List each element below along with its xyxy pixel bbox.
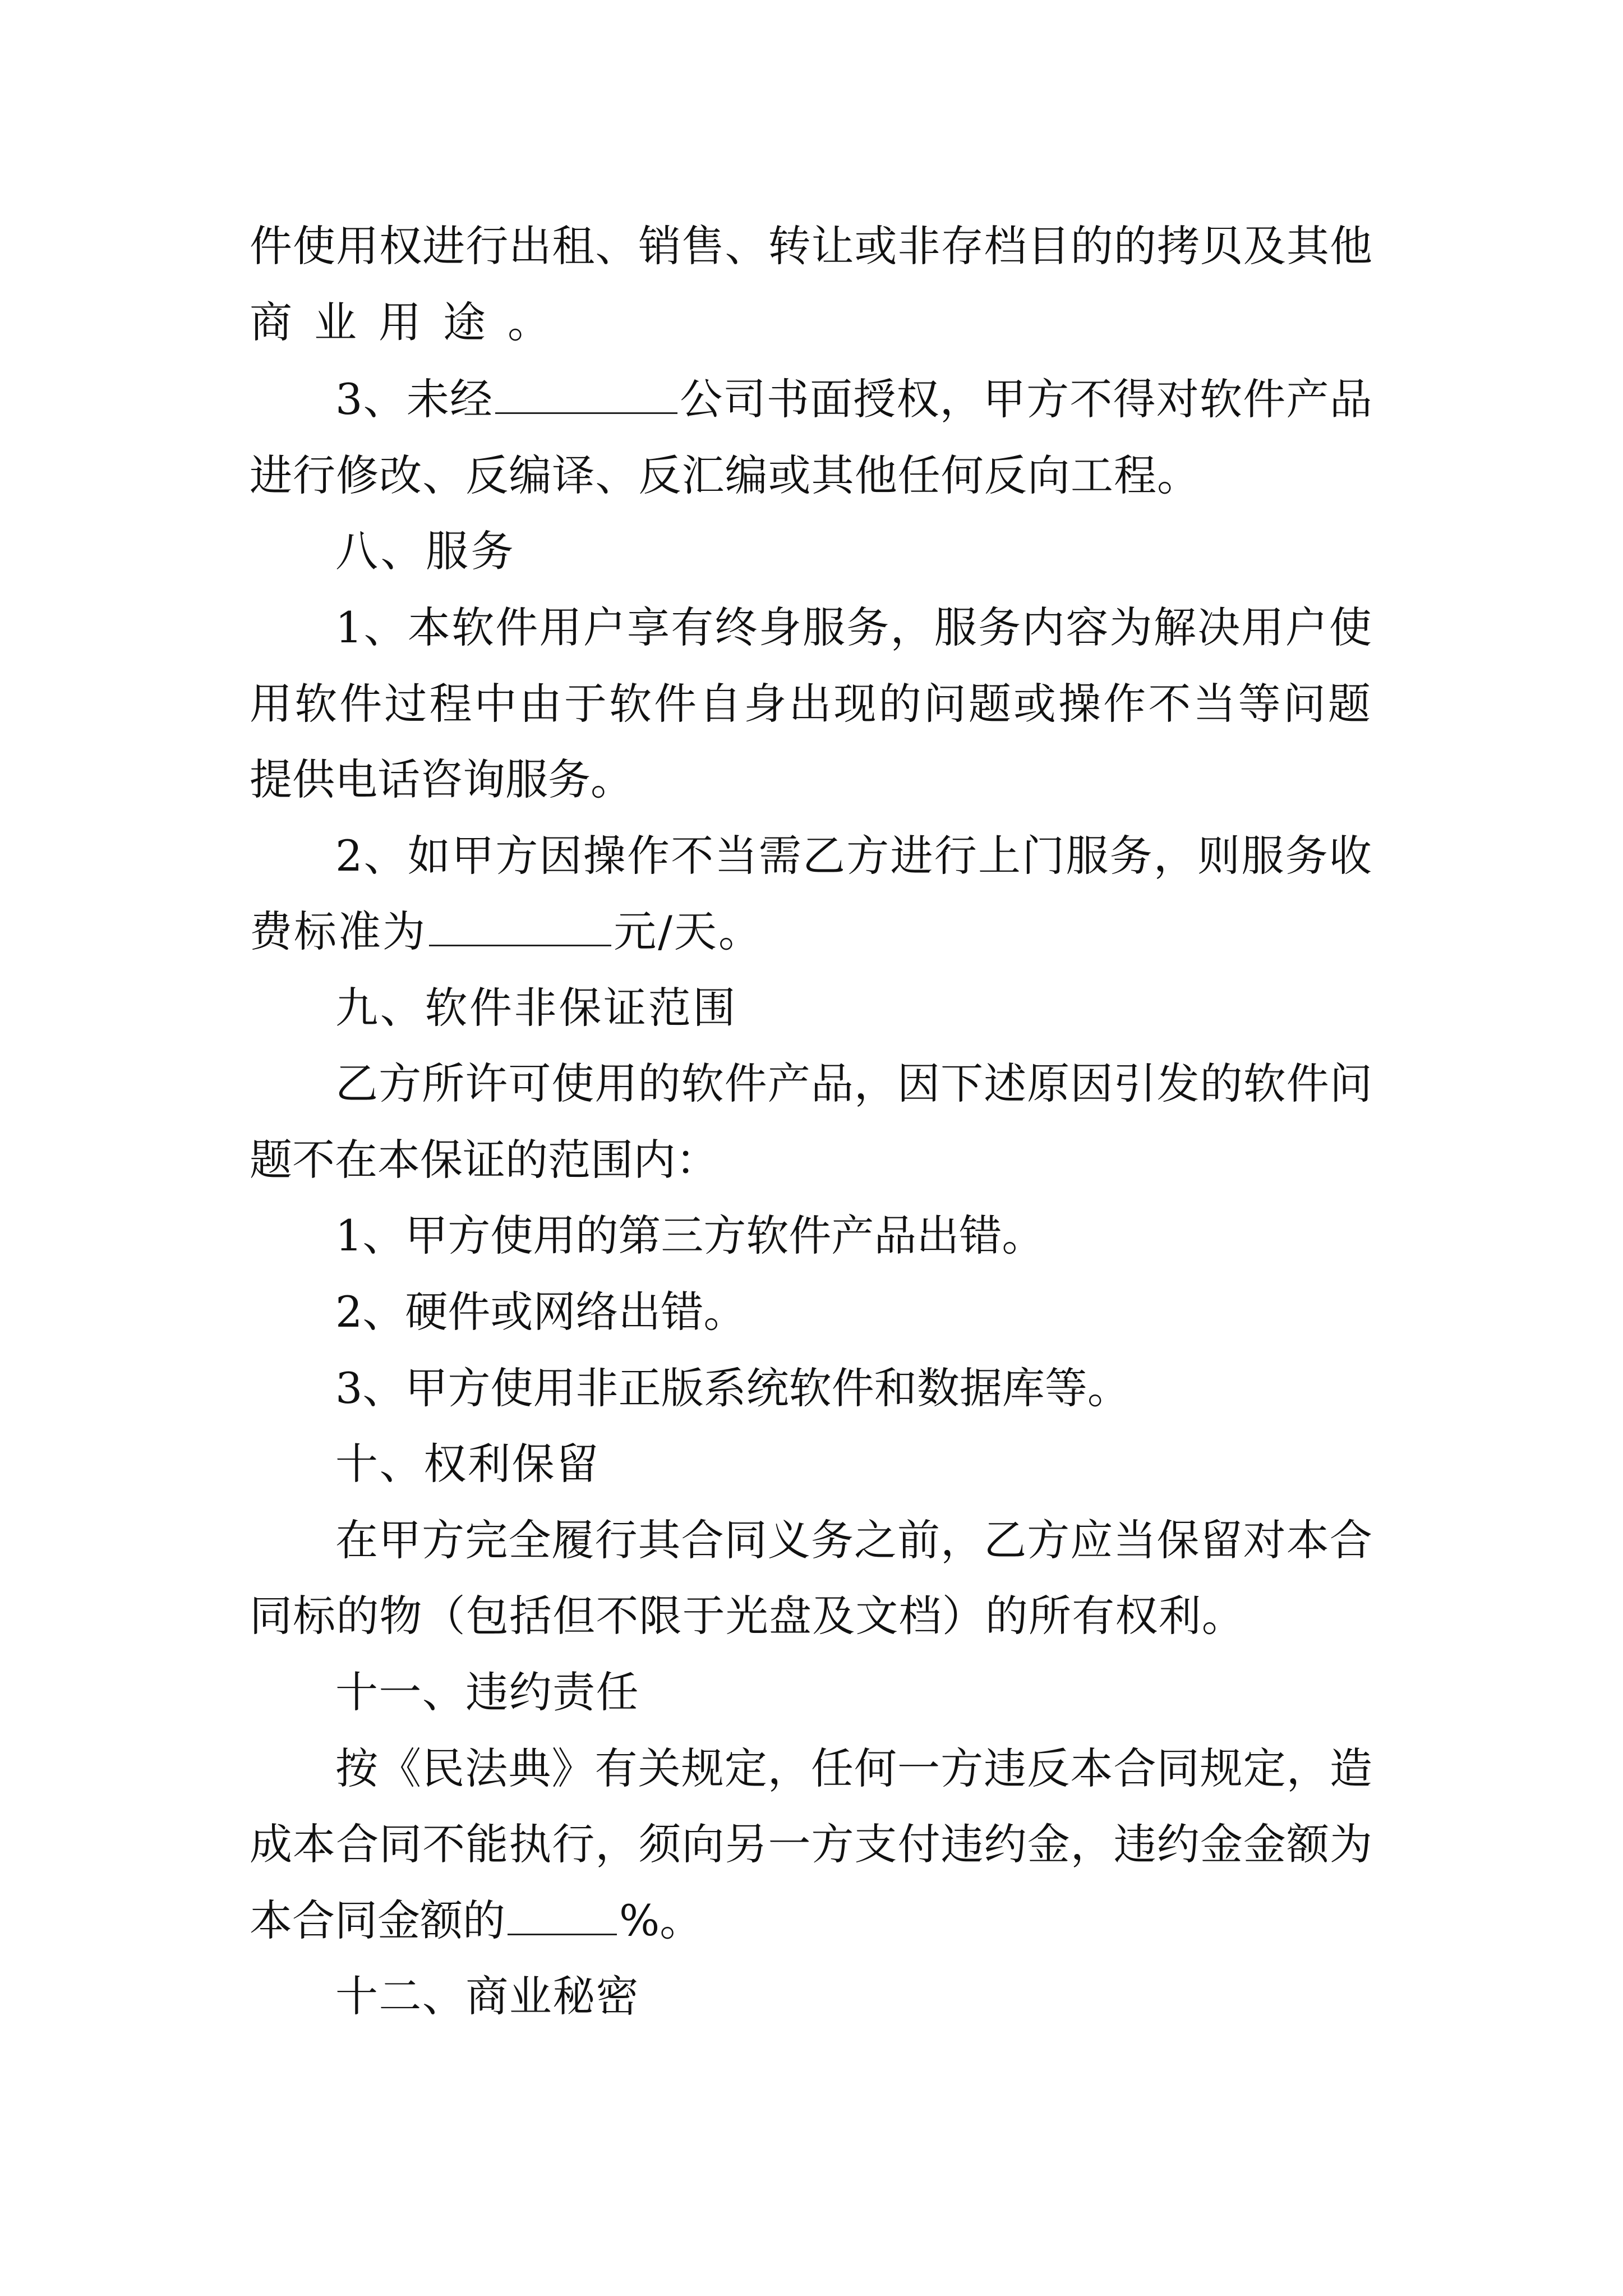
text-segment: 九、软件非保证范围 [335, 983, 738, 1033]
text-segment: 提供电话咨询服务。 [250, 754, 633, 804]
text-segment: 1、甲方使用的第三方软件产品出错。 [335, 1211, 1045, 1260]
text-segment: 3、甲方使用非正版系统软件和数据库等。 [335, 1363, 1130, 1413]
text-line [335, 1654, 1623, 1731]
text-segment: 在甲方完全履行其合同义务之前，乙方应当保留对本合 [335, 1515, 1373, 1565]
text-line [335, 1502, 1623, 1579]
text-line [250, 284, 1623, 361]
text-segment: 1、本软件用户享有终身服务，服务内容为解决用户使 [335, 602, 1373, 652]
text-line [335, 1045, 1623, 1122]
text-segment: 进行修改、反编译、反汇编或其他任何反向工程。 [250, 450, 1201, 500]
text-line [335, 361, 1623, 438]
text-line [335, 1350, 1623, 1427]
text-line [250, 1577, 1623, 1654]
text-line [250, 1882, 1623, 1959]
fill-in-blank[interactable] [495, 372, 677, 414]
text-segment: 2、硬件或网络出错。 [335, 1287, 746, 1337]
text-line [250, 665, 1623, 742]
text-segment: 公司书面授权，甲方不得对软件产品 [680, 374, 1373, 424]
text-line [335, 1197, 1623, 1274]
text-segment: 十一、违约责任 [335, 1667, 640, 1717]
text-line [335, 1425, 1623, 1502]
text-line [335, 1730, 1623, 1807]
text-line [250, 741, 1623, 818]
text-segment: 2、如甲方因操作不当需乙方进行上门服务，则服务收 [335, 831, 1373, 881]
text-line [250, 437, 1623, 514]
text-segment: 乙方所许可使用的软件产品，因下述原因引发的软件问 [335, 1059, 1373, 1108]
text-line [250, 1121, 1623, 1198]
text-segment: 本合同金额的 [250, 1895, 505, 1945]
text-line [335, 1958, 1623, 2035]
text-segment: 费标准为 [250, 907, 427, 956]
text-segment: 元/天。 [614, 907, 763, 956]
text-segment: 件使用权进行出租、销售、转让或非存档目的的拷贝及其他 [250, 221, 1373, 271]
text-line [250, 208, 1623, 284]
text-line [250, 893, 1623, 970]
text-segment: 按《民法典》有关规定，任何一方违反本合同规定，造 [335, 1743, 1373, 1793]
text-segment: 商业用途。 [250, 297, 572, 347]
fill-in-blank[interactable] [429, 904, 611, 946]
text-line [335, 1273, 1623, 1350]
text-segment: 十二、商业秘密 [335, 1971, 640, 2021]
text-segment: 成本合同不能执行，须向另一方支付违约金，违约金金额为 [250, 1819, 1373, 1869]
text-line [335, 969, 1623, 1046]
fill-in-blank[interactable] [508, 1893, 617, 1935]
text-segment: 题不在本保证的范围内： [250, 1135, 718, 1185]
text-segment: 十、权利保留 [335, 1439, 601, 1489]
text-segment: 用软件过程中由于软件自身出现的问题或操作不当等问题 [250, 679, 1373, 729]
text-line [250, 1806, 1623, 1883]
text-segment: 同标的物（包括但不限于光盘及文档）的所有权利。 [250, 1591, 1245, 1641]
text-segment: 八、服务 [335, 526, 516, 576]
text-segment: %。 [619, 1895, 703, 1945]
text-segment: 3、未经 [335, 374, 494, 424]
text-line [335, 513, 1623, 590]
text-line [335, 817, 1623, 894]
text-line [335, 589, 1623, 666]
